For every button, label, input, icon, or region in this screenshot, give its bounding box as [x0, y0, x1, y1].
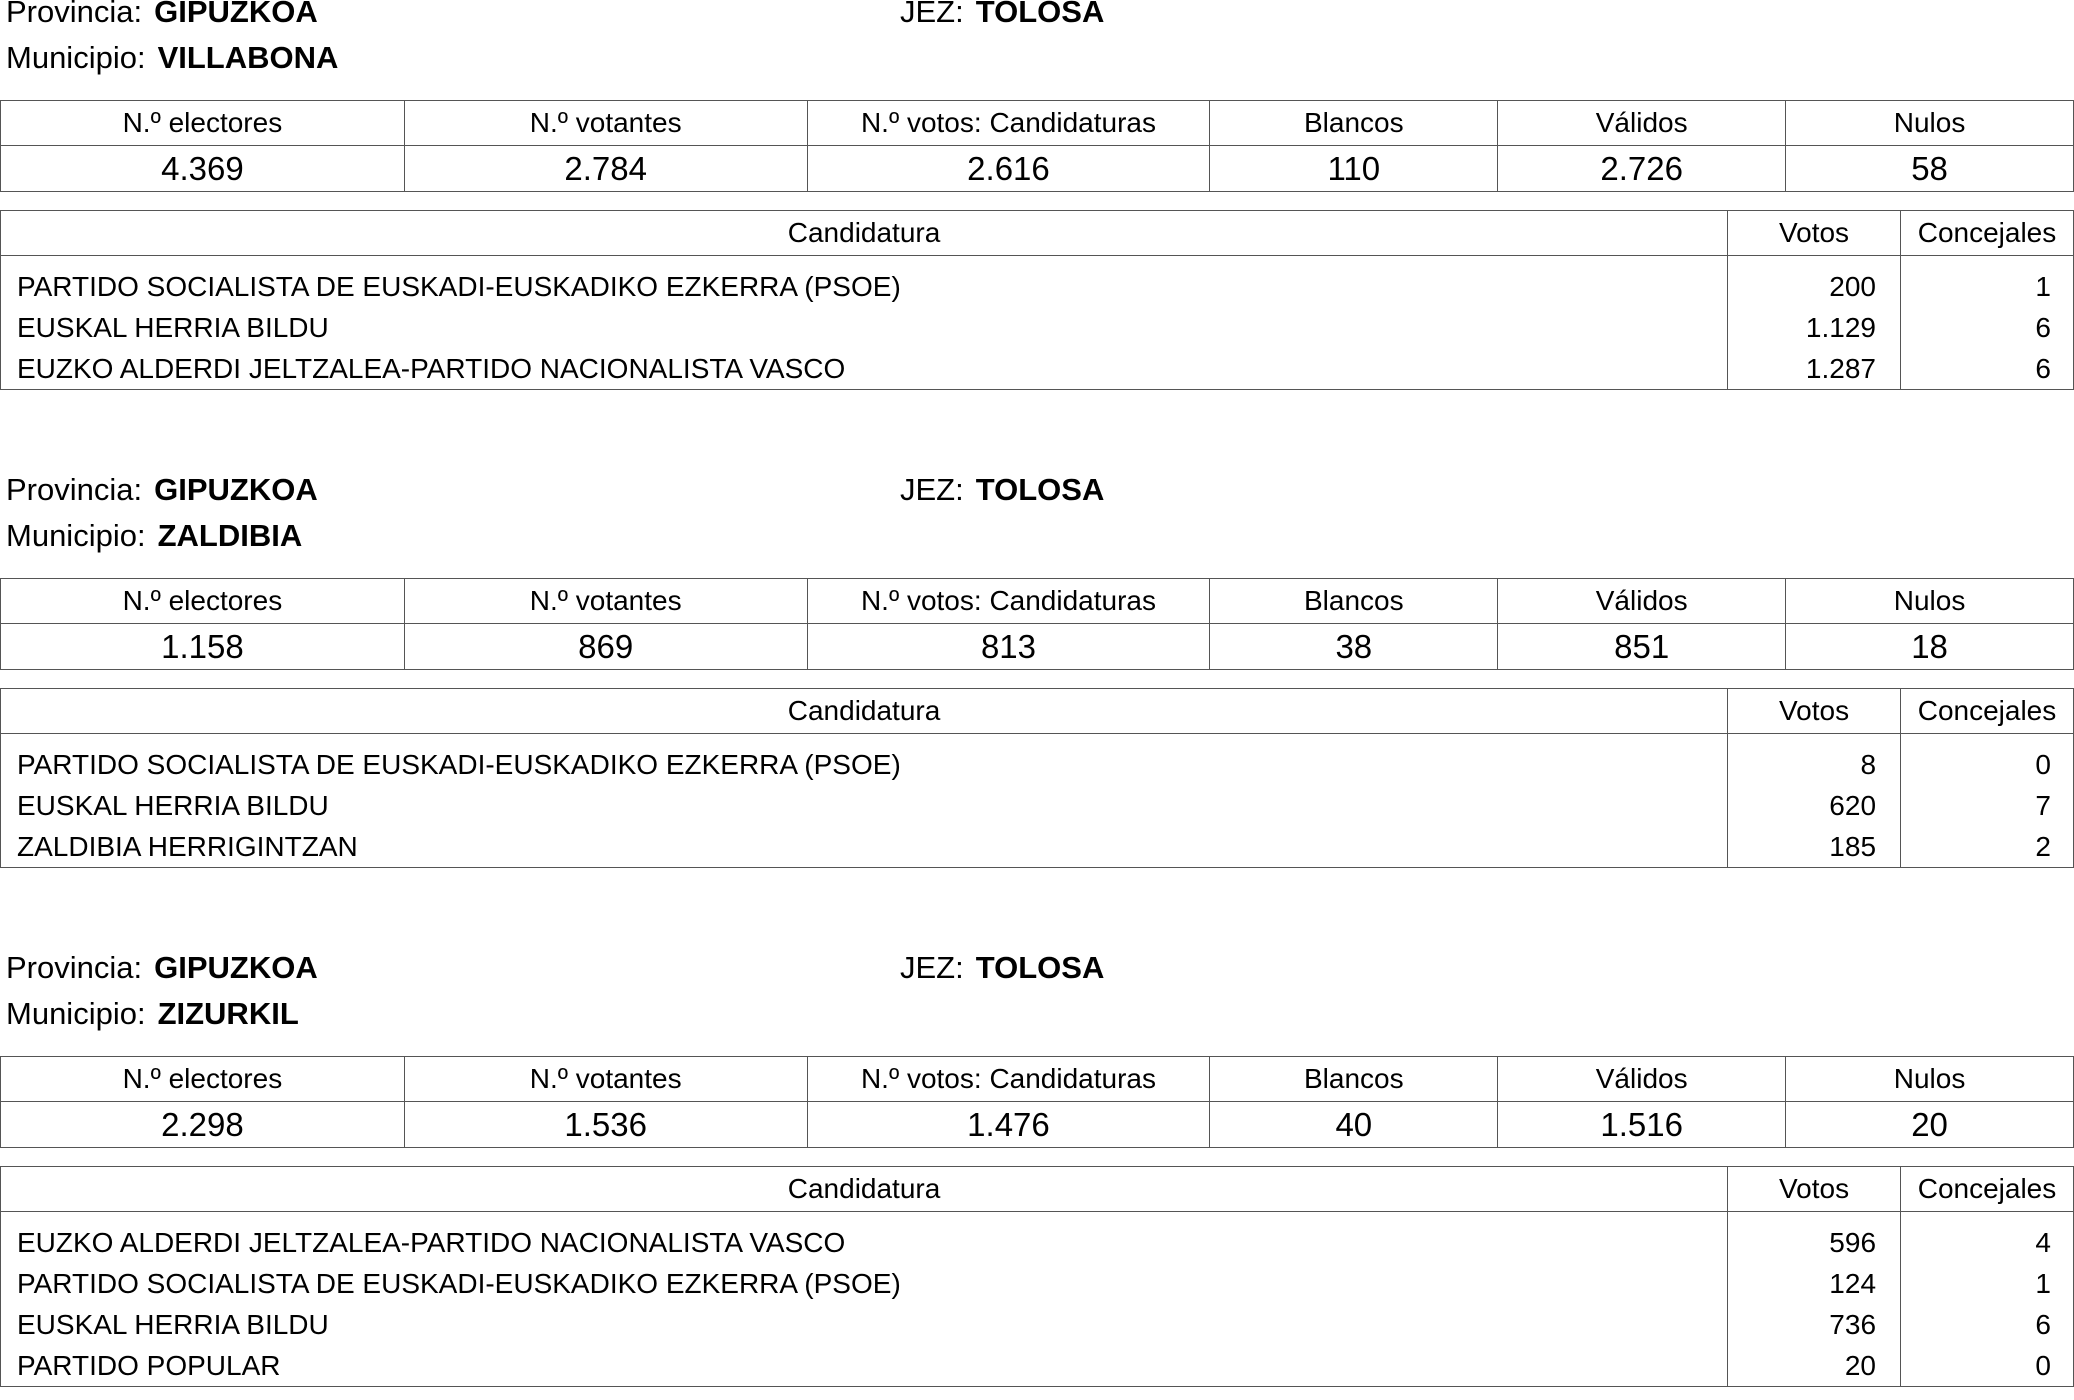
municipio-label: Municipio: [6, 518, 146, 553]
municipio-line [6, 994, 299, 1034]
candidaturas-table [0, 1166, 2074, 1387]
municipality-block [0, 0, 2074, 432]
validos-header: Válidos [1498, 1057, 1786, 1102]
provincia-label: Provincia: [6, 472, 143, 507]
municipality-block [0, 470, 2074, 910]
votos-header: Votos [1728, 211, 1901, 256]
jez-line [900, 0, 1104, 32]
jez-line [900, 470, 1104, 510]
candidatura-concejales: 0 [1901, 1345, 2074, 1387]
table-row [1, 1345, 2074, 1387]
votos-candidaturas-value: 1.476 [807, 1102, 1210, 1148]
blancos-header: Blancos [1210, 579, 1498, 624]
candidatura-votos: 124 [1728, 1263, 1901, 1304]
votos-candidaturas-value: 813 [807, 624, 1210, 670]
votos-candidaturas-header: N.º votos: Candidaturas [807, 579, 1210, 624]
provincia-value: GIPUZKOA [154, 950, 318, 985]
table-row [1, 307, 2074, 348]
nulos-header: Nulos [1786, 579, 2074, 624]
candidaturas-table [0, 688, 2074, 868]
jez-label: JEZ: [900, 950, 964, 985]
provincia-line [6, 470, 318, 510]
candidatura-votos: 596 [1728, 1222, 1901, 1263]
candidatura-votos: 1.129 [1728, 307, 1901, 348]
candidatura-name: EUSKAL HERRIA BILDU [1, 1304, 1728, 1345]
candidatura-concejales: 6 [1901, 307, 2074, 348]
nulos-value: 58 [1786, 146, 2074, 192]
candidatura-votos: 200 [1728, 266, 1901, 307]
candidatura-header: Candidatura [1, 689, 1728, 734]
votos-candidaturas-header: N.º votos: Candidaturas [807, 101, 1210, 146]
jez-value: TOLOSA [975, 950, 1105, 985]
votantes-header: N.º votantes [404, 101, 807, 146]
table-row [1, 1263, 2074, 1304]
nulos-header: Nulos [1786, 101, 2074, 146]
stats-table [0, 1056, 2074, 1148]
candidatura-votos: 185 [1728, 826, 1901, 868]
municipio-value: ZALDIBIA [157, 518, 303, 553]
votantes-value: 2.784 [404, 146, 807, 192]
candidatura-name: PARTIDO POPULAR [1, 1345, 1728, 1387]
votos-candidaturas-value: 2.616 [807, 146, 1210, 192]
candidatura-name: PARTIDO SOCIALISTA DE EUSKADI-EUSKADIKO EZKERRA (PSOE) [1, 744, 1728, 785]
provincia-label: Provincia: [6, 950, 143, 985]
validos-value: 2.726 [1498, 146, 1786, 192]
jez-value: TOLOSA [975, 472, 1105, 507]
table-row [1, 744, 2074, 785]
validos-header: Válidos [1498, 101, 1786, 146]
electores-value: 4.369 [1, 146, 405, 192]
votantes-header: N.º votantes [404, 579, 807, 624]
municipio-line [6, 516, 302, 556]
nulos-value: 18 [1786, 624, 2074, 670]
table-row [1, 1304, 2074, 1345]
electores-header: N.º electores [1, 579, 405, 624]
nulos-header: Nulos [1786, 1057, 2074, 1102]
candidatura-name: EUZKO ALDERDI JELTZALEA-PARTIDO NACIONALISTA VASCO [1, 348, 1728, 390]
concejales-header: Concejales [1901, 1167, 2074, 1212]
electores-value: 1.158 [1, 624, 405, 670]
blancos-value: 40 [1210, 1102, 1498, 1148]
candidaturas-table [0, 210, 2074, 390]
candidatura-votos: 20 [1728, 1345, 1901, 1387]
votantes-value: 1.536 [404, 1102, 807, 1148]
candidatura-concejales: 4 [1901, 1222, 2074, 1263]
candidatura-name: PARTIDO SOCIALISTA DE EUSKADI-EUSKADIKO EZKERRA (PSOE) [1, 266, 1728, 307]
candidatura-header: Candidatura [1, 1167, 1728, 1212]
nulos-value: 20 [1786, 1102, 2074, 1148]
municipio-label: Municipio: [6, 40, 146, 75]
jez-line [900, 948, 1104, 988]
validos-value: 851 [1498, 624, 1786, 670]
provincia-label: Provincia: [6, 0, 143, 29]
municipio-value: ZIZURKIL [157, 996, 299, 1031]
municipio-value: VILLABONA [157, 40, 339, 75]
stats-table [0, 100, 2074, 192]
candidatura-name: EUZKO ALDERDI JELTZALEA-PARTIDO NACIONALISTA VASCO [1, 1222, 1728, 1263]
jez-label: JEZ: [900, 0, 964, 29]
blancos-header: Blancos [1210, 1057, 1498, 1102]
concejales-header: Concejales [1901, 211, 2074, 256]
candidatura-concejales: 2 [1901, 826, 2074, 868]
candidatura-concejales: 1 [1901, 1263, 2074, 1304]
electores-header: N.º electores [1, 101, 405, 146]
stats-table [0, 578, 2074, 670]
table-row [1, 826, 2074, 868]
candidatura-name: EUSKAL HERRIA BILDU [1, 307, 1728, 348]
candidatura-votos: 736 [1728, 1304, 1901, 1345]
validos-header: Válidos [1498, 579, 1786, 624]
candidatura-header: Candidatura [1, 211, 1728, 256]
provincia-line [6, 0, 318, 32]
votos-header: Votos [1728, 689, 1901, 734]
electores-header: N.º electores [1, 1057, 405, 1102]
votantes-header: N.º votantes [404, 1057, 807, 1102]
candidatura-concejales: 0 [1901, 744, 2074, 785]
table-row [1, 348, 2074, 390]
jez-value: TOLOSA [975, 0, 1105, 29]
table-row [1, 1222, 2074, 1263]
candidatura-concejales: 6 [1901, 1304, 2074, 1345]
blancos-header: Blancos [1210, 101, 1498, 146]
votos-header: Votos [1728, 1167, 1901, 1212]
municipio-line [6, 38, 338, 78]
jez-label: JEZ: [900, 472, 964, 507]
provincia-value: GIPUZKOA [154, 0, 318, 29]
table-row [1, 266, 2074, 307]
candidatura-name: PARTIDO SOCIALISTA DE EUSKADI-EUSKADIKO EZKERRA (PSOE) [1, 1263, 1728, 1304]
candidatura-concejales: 6 [1901, 348, 2074, 390]
municipio-label: Municipio: [6, 996, 146, 1031]
candidatura-name: ZALDIBIA HERRIGINTZAN [1, 826, 1728, 868]
candidatura-votos: 8 [1728, 744, 1901, 785]
votantes-value: 869 [404, 624, 807, 670]
provincia-value: GIPUZKOA [154, 472, 318, 507]
candidatura-votos: 620 [1728, 785, 1901, 826]
blancos-value: 110 [1210, 146, 1498, 192]
electores-value: 2.298 [1, 1102, 405, 1148]
candidatura-name: EUSKAL HERRIA BILDU [1, 785, 1728, 826]
validos-value: 1.516 [1498, 1102, 1786, 1148]
candidatura-concejales: 7 [1901, 785, 2074, 826]
provincia-line [6, 948, 318, 988]
candidatura-concejales: 1 [1901, 266, 2074, 307]
votos-candidaturas-header: N.º votos: Candidaturas [807, 1057, 1210, 1102]
table-row [1, 785, 2074, 826]
concejales-header: Concejales [1901, 689, 2074, 734]
candidatura-votos: 1.287 [1728, 348, 1901, 390]
municipality-block [0, 948, 2074, 1388]
blancos-value: 38 [1210, 624, 1498, 670]
